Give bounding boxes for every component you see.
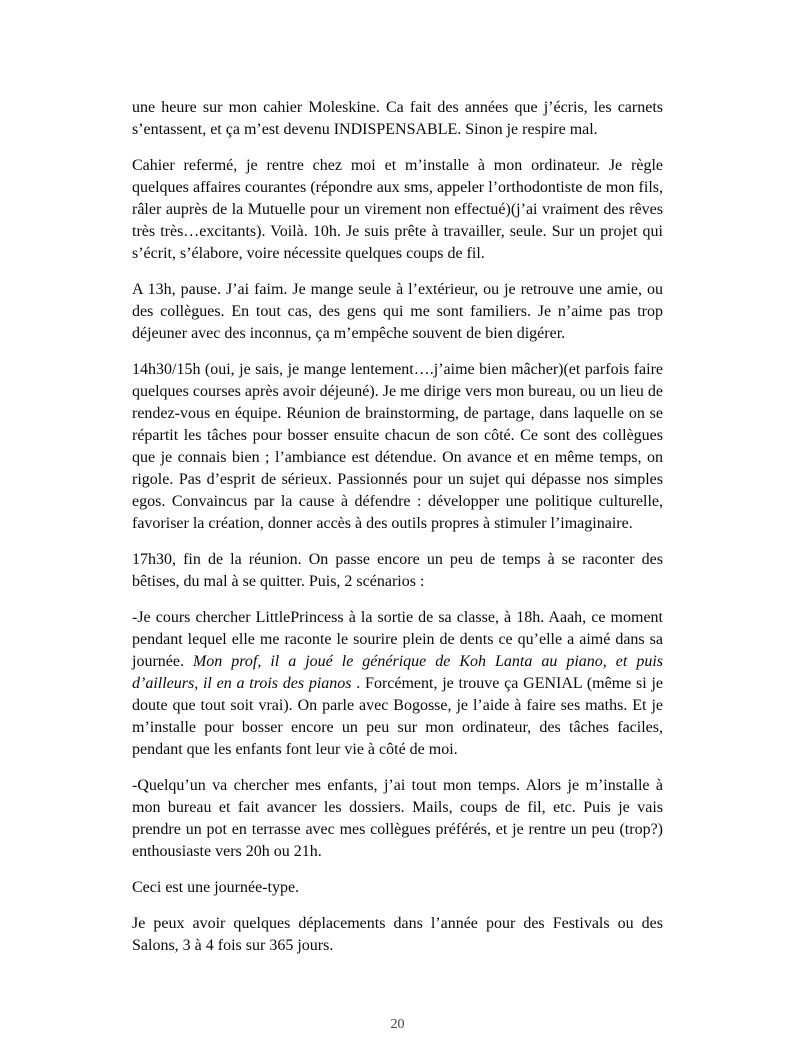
italic-text-run: Mon prof, il a joué le générique de Koh Lanta au piano, et puis d’ailleurs, il en a trois des pianos — [132, 653, 663, 692]
paragraph — [132, 607, 663, 761]
paragraph — [132, 549, 663, 593]
paragraph — [132, 877, 663, 899]
text-run: . Forcément, je trouve ça GENIAL (même si je doute que tout soit vrai). On parle avec Bogosse, je l’aide à faire ses maths. Et je m’installe pour bosser encore un peu sur mon ordinateur, des tâches faciles, pendant que les enfants font leur vie à côté de moi. — [132, 675, 663, 758]
text-run: Cahier refermé, je rentre chez moi et m’installe à mon ordinateur. Je règle quelques affaires courantes (répondre aux sms, appeler l’orthodontiste de mon fils, râler auprès de la Mutuelle pour un virement non effectué)(j’ai vraiment des rêves très très…excitants). Voilà. 10h. Je suis prête à travailler, seule. Sur un projet qui s’écrit, s’élabore, voire nécessite quelques coups de fil. — [132, 157, 663, 262]
text-run: -Quelqu’un va chercher mes enfants, j’ai tout mon temps. Alors je m’installe à mon bureau et fait avancer les dossiers. Mails, coups de fil, etc. Puis je vais prendre un pot en terrasse avec mes collègues préférés, et je rentre un peu (trop?) enthousiaste vers 20h ou 21h. — [132, 777, 663, 860]
text-run: Ceci est une journée-type. — [132, 879, 300, 896]
paragraph — [132, 279, 663, 345]
paragraph — [132, 155, 663, 265]
text-run: A 13h, pause. J’ai faim. Je mange seule à l’extérieur, ou je retrouve une amie, ou des collègues. En tout cas, des gens qui me sont familiers. Je n’aime pas trop déjeuner avec des inconnus, ça m’empêche souvent de bien digérer. — [132, 281, 663, 342]
text-run: une heure sur mon cahier Moleskine. Ca fait des années que j’écris, les carnets s’entassent, et ça m’est devenu INDISPENSABLE. Sinon je respire mal. — [132, 99, 663, 138]
paragraph — [132, 359, 663, 535]
text-run: 14h30/15h (oui, je sais, je mange lentement….j’aime bien mâcher)(et parfois faire quelques courses après avoir déjeuné). Je me dirige vers mon bureau, ou un lieu de rendez-vous en équipe. Réunion de brainstorming, de partage, dans laquelle on se répartit les tâches pour bosser ensuite chacun de son côté. Ce sont des collègues que je connais bien ; l’ambiance est détendue. On avance et en même temps, on rigole. Pas d’esprit de sérieux. Passionnés pour un sujet qui dépasse nos simples egos. Convaincus par la cause à défendre : développer une politique culturelle, favoriser la création, donner accès à des outils propres à stimuler l’imaginaire. — [132, 361, 663, 532]
paragraph — [132, 775, 663, 863]
paragraph — [132, 97, 663, 141]
text-block — [132, 97, 663, 971]
text-run: Je peux avoir quelques déplacements dans l’année pour des Festivals ou des Salons, 3 à 4 fois sur 365 jours. — [132, 915, 663, 954]
page-number: 20 — [390, 1017, 405, 1032]
text-run: -Je cours chercher LittlePrincess à la sortie de sa classe, à 18h. Aaah, ce moment pendant lequel elle me raconte le sourire plein de dents ce qu’elle a aimé dans sa journée. — [132, 609, 663, 670]
text-run: 17h30, fin de la réunion. On passe encore un peu de temps à se raconter des bêtises, du mal à se quitter. Puis, 2 scénarios : — [132, 551, 663, 590]
paragraph — [132, 913, 663, 957]
